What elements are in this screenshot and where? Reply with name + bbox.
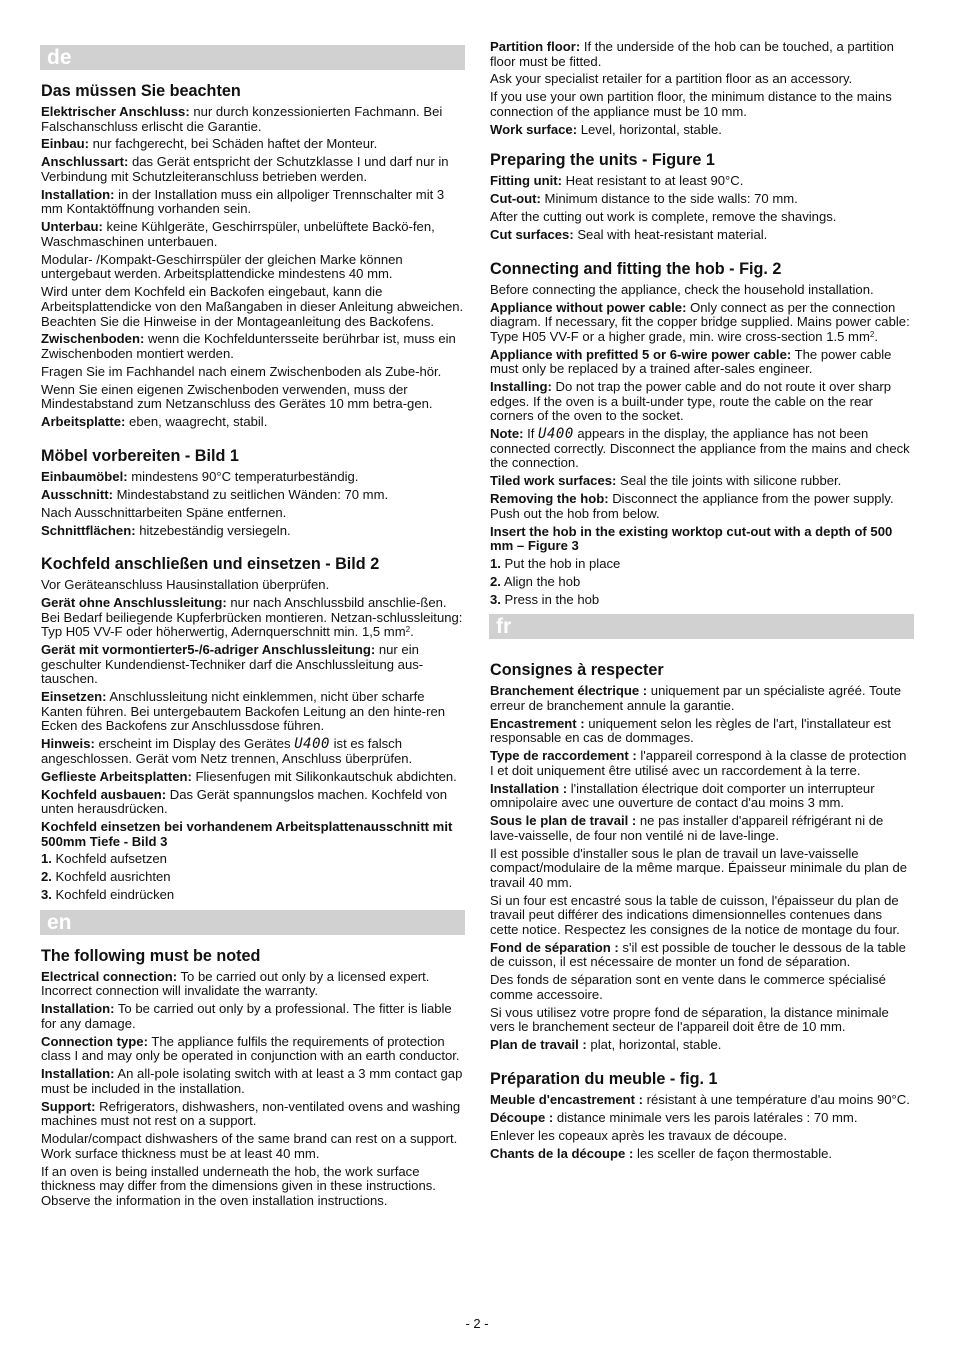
paragraph: Before connecting the appliance, check the household installation. (490, 281, 874, 297)
paragraph (41, 970, 464, 999)
paragraph (490, 348, 913, 377)
paragraph (41, 188, 464, 217)
paragraph-text: Heat resistant to at least 90°C. (561, 173, 744, 189)
paragraph (41, 737, 464, 766)
paragraph: Enlever les copeaux après les travaux de découpe. (490, 1127, 787, 1143)
paragraph (490, 427, 913, 471)
step-item (490, 575, 913, 590)
step-item (490, 557, 913, 572)
paragraph-text: plat, horizontal, stable. (586, 1037, 722, 1053)
term-label: Gerät mit vormontierter5-/6-adriger Anschlussleitung: (41, 642, 376, 658)
step-number: 3. (41, 887, 52, 903)
paragraph (41, 155, 464, 184)
step-item (41, 852, 464, 867)
paragraph-text: in der Installation muss ein allpoliger Trennschalter mit 3 mm Kontaktöffnung vorhanden sein. (41, 186, 445, 217)
step-text: Kochfeld eindrücken (51, 887, 175, 903)
paragraph (490, 1038, 913, 1053)
paragraph-text: distance minimale vers les parois latérales : 70 mm. (553, 1109, 858, 1125)
paragraph-text: Disconnect the appliance from the power supply. Push out the hob from below. (490, 491, 894, 521)
paragraph-text: eben, waagrecht, stabil. (125, 414, 268, 430)
right-column (490, 40, 913, 1164)
page-number: - 2 - (465, 1316, 489, 1331)
paragraph-text: ist es falsch angeschlossen. Gerät vom Netz trennen, Anschluss überprüfen. (41, 736, 413, 766)
paragraph (41, 105, 464, 134)
paragraph (490, 749, 913, 778)
term-label: Removing the hob: (490, 491, 609, 507)
paragraph: Si un four est encastré sous la table de cuisson, l'épaisseur du plan de travail peut différer des indications dimensionnelles contenues dans cette notice. Respectez les consignes de la notice de montage du four. (490, 892, 900, 937)
paragraph (41, 1035, 464, 1064)
term-label: Cut-out: (490, 191, 541, 207)
paragraph (490, 1147, 913, 1162)
paragraph-text: If the underside of the hob can be touched, a partition floor must be fitted. (490, 39, 894, 69)
paragraph: After the cutting out work is complete, remove the shavings. (490, 209, 837, 225)
bold-subheading: Insert the hob in the existing worktop cut-out with a depth of 500 mm – Figure 3 (490, 523, 893, 554)
paragraph: Modular/compact dishwashers of the same brand can rest on a support. Work surface thickness must be at least 40 mm. (41, 1131, 458, 1161)
left-column (41, 40, 464, 1212)
paragraph-text: nur ein geschulter Kundendienst-Techniker darf die Anschlussleitung aus-tauschen. (41, 642, 424, 687)
paragraph-text: . (410, 624, 414, 640)
paragraph-text: The power cable must only be replaced by a trained after-sales engineer. (490, 346, 892, 377)
paragraph (490, 174, 913, 189)
term-label: Electrical connection: (41, 968, 178, 984)
paragraph-text: nur durch konzessionierten Fachmann. Bei Falschanschluss erlischt die Garantie. (41, 104, 443, 134)
paragraph: Il est possible d'installer sous le plan de travail un lave-vaisselle compact/modulaire de la même marque. Épaisseur minimale du plan de travail 40 mm. (490, 845, 908, 890)
paragraph (41, 788, 464, 817)
paragraph-text: To be carried out only by a licensed expert. Incorrect connection will invalidate the warranty. (41, 968, 430, 999)
term-label: Encastrement : (490, 715, 585, 731)
paragraph (41, 137, 464, 152)
term-label: Installation: (41, 1066, 115, 1082)
term-label: Fond de séparation : (490, 939, 619, 955)
paragraph (490, 1111, 913, 1126)
term-label: Kochfeld ausbauen: (41, 786, 167, 802)
paragraph: If you use your own partition floor, the minimum distance to the mains connection of the appliance must be 10 mm. (490, 89, 892, 119)
paragraph (41, 488, 464, 503)
section-heading: Kochfeld anschließen und einsetzen - Bild 2 (41, 555, 380, 574)
paragraph-text: An all-pole isolating switch with at least a 3 mm contact gap must be included in the installation. (41, 1066, 463, 1096)
term-label: Arbeitsplatte: (41, 414, 126, 430)
paragraph (490, 941, 913, 970)
step-item (41, 870, 464, 885)
paragraph-text: . (874, 328, 878, 344)
step-text: Kochfeld ausrichten (51, 869, 171, 885)
section-heading: Möbel vorbereiten - Bild 1 (41, 446, 239, 465)
term-label: Tiled work surfaces: (490, 473, 617, 489)
paragraph-text: wenn die Kochfelduntersseite berührbar ist, muss ein Zwischenboden montiert werden. (41, 331, 456, 361)
language-bar-fr: fr (489, 614, 914, 639)
paragraph-text: The appliance fulfils the requirements of protection class I and may only be operated in conjunction with an earth conductor. (41, 1033, 460, 1064)
term-label: Installation: (41, 1001, 115, 1017)
section-heading: Connecting and fitting the hob - Fig. 2 (490, 259, 782, 278)
paragraph-text: nur nach Anschlussbild anschlie-ßen. Bei Bedarf beiliegende Kupferbrücken montieren. Netzan-schlussleitung: Typ H05 VV-F oder höherwertig, Adernquerschnitt min. 1,5 mm (41, 595, 463, 640)
paragraph-text: uniquement selon les règles de l'art, l'installateur est responsable en cas de dommages. (490, 715, 891, 746)
step-number: 1. (490, 555, 501, 571)
step-text: Align the hob (500, 573, 581, 589)
paragraph (41, 524, 464, 539)
paragraph-text: Level, horizontal, stable. (577, 121, 722, 137)
paragraph: Wenn Sie einen eigenen Zwischenboden verwenden, muss der Mindestabstand zum Netzanschluss des Gerätes 10 mm betra-gen. (41, 381, 433, 412)
term-label: Zwischenboden: (41, 331, 145, 347)
paragraph-text: Seal the tile joints with silicone rubber. (616, 473, 842, 489)
step-number: 1. (41, 851, 52, 867)
paragraph (490, 492, 913, 521)
term-label: Support: (41, 1098, 96, 1114)
paragraph (41, 596, 464, 640)
term-label: Installation : (490, 780, 568, 796)
term-label: Geflieste Arbeitsplatten: (41, 768, 192, 784)
display-code: U400 (294, 736, 330, 753)
term-label: Einsetzen: (41, 689, 107, 705)
paragraph-text: erscheint im Display des Gerätes (94, 736, 295, 752)
paragraph: Si vous utilisez votre propre fond de séparation, la distance minimale vers le branchement secteur de l'appareil doit être de 10 mm. (490, 1004, 889, 1035)
paragraph (490, 474, 913, 489)
term-label: Elektrischer Anschluss: (41, 104, 190, 119)
paragraph: Fragen Sie im Fachhandel nach einem Zwischenboden als Zube-hör. (41, 363, 442, 379)
paragraph-text: l'installation électrique doit comporter un interrupteur omnipolaire avec une ouverture de contact d'au moins 3 mm. (490, 780, 875, 811)
paragraph (490, 301, 913, 345)
paragraph-text: Fliesenfugen mit Silikonkautschuk abdichten. (191, 768, 457, 784)
term-label: Connection type: (41, 1033, 148, 1049)
term-label: Unterbau: (41, 219, 103, 235)
paragraph (490, 684, 913, 713)
step-number: 2. (41, 869, 52, 885)
paragraph (41, 415, 464, 430)
paragraph-text: ne pas installer d'appareil réfrigérant ni de lave-vaisselle, de four non ventilé ni de lave-linge. (490, 813, 884, 843)
term-label: Type de raccordement : (490, 748, 637, 764)
bold-subheading: Kochfeld einsetzen bei vorhandenem Arbeitsplattenausschnitt mit 500mm Tiefe - Bild 3 (41, 819, 453, 849)
paragraph-text: Das Gerät spannungslos machen. Kochfeld von unten herausdrücken. (41, 786, 448, 817)
paragraph-text: hitzebeständig versiegeln. (135, 522, 291, 538)
term-label: Appliance with prefitted 5 or 6-wire power cable: (490, 346, 792, 362)
paragraph: Des fonds de séparation sont en vente dans le commerce spécialisé comme accessoire. (490, 972, 886, 1002)
paragraph: Ask your specialist retailer for a partition floor as an accessory. (490, 71, 853, 87)
paragraph (490, 814, 913, 843)
term-label: Partition floor: (490, 39, 581, 54)
paragraph (41, 643, 464, 687)
term-label: Einbaumöbel: (41, 468, 128, 484)
paragraph-text: Do not trap the power cable and do not route it over sharp edges. If the oven is a built-under type, route the cable on the rear corners of the oven to the socket. (490, 379, 892, 424)
paragraph: Modular- /Kompakt-Geschirrspüler der gleichen Marke können untergebaut werden. Arbeitsplattendicke mindestens 40 mm. (41, 251, 403, 282)
paragraph-text: Minimum distance to the side walls: 70 mm. (540, 191, 798, 207)
superscript: 2 (869, 329, 875, 339)
paragraph (490, 380, 913, 424)
paragraph-text: nur fachgerecht, bei Schäden haftet der Monteur. (89, 136, 378, 152)
display-code: U400 (538, 426, 574, 443)
term-label: Hinweis: (41, 736, 95, 752)
step-text: Press in the hob (500, 591, 600, 607)
paragraph (41, 470, 464, 485)
language-bar-de: de (40, 45, 465, 70)
term-label: Meuble d'encastrement : (490, 1091, 644, 1107)
paragraph (490, 123, 913, 138)
paragraph (41, 220, 464, 249)
paragraph (41, 690, 464, 734)
paragraph: Nach Ausschnittarbeiten Späne entfernen. (41, 504, 287, 520)
paragraph: Vor Geräteanschluss Hausinstallation überprüfen. (41, 577, 330, 593)
language-bar-en: en (40, 910, 465, 935)
step-item (490, 593, 913, 608)
paragraph (41, 1100, 464, 1129)
term-label: Plan de travail : (490, 1037, 587, 1053)
paragraph-text: To be carried out only by a professional. The fitter is liable for any damage. (41, 1001, 452, 1031)
paragraph (41, 1002, 464, 1031)
term-label: Installation: (41, 186, 115, 202)
term-label: Chants de la découpe : (490, 1145, 634, 1161)
section-heading: The following must be noted (41, 946, 261, 965)
term-label: Branchement électrique : (490, 683, 648, 699)
term-label: Work surface: (490, 121, 578, 137)
paragraph-text: Refrigerators, dishwashers, non-ventilated ovens and washing machines must not rest on a support. (41, 1098, 461, 1129)
paragraph-text: appears in the display, the appliance has not been connected correctly. Disconnect the appliance from the mains and check the connection. (490, 426, 910, 471)
paragraph-text: les sceller de façon thermostable. (633, 1145, 833, 1161)
step-item (41, 888, 464, 903)
paragraph (490, 782, 913, 811)
paragraph-text: Seal with heat-resistant material. (573, 227, 768, 243)
step-text: Kochfeld aufsetzen (51, 851, 167, 867)
term-label: Découpe : (490, 1109, 554, 1125)
term-label: Einbau: (41, 136, 90, 152)
term-label: Fitting unit: (490, 173, 562, 189)
paragraph (490, 717, 913, 746)
paragraph-text: l'appareil correspond à la classe de protection I et doit uniquement être utilisé avec un raccordement à la terre. (490, 748, 907, 778)
paragraph: If an oven is being installed underneath the hob, the work surface thickness may differ from the dimensions given in these instructions. Observe the information in the oven installation instructions. (41, 1163, 436, 1208)
section-heading: Préparation du meuble - fig. 1 (490, 1069, 718, 1088)
term-label: Installing: (490, 379, 552, 395)
paragraph (490, 192, 913, 207)
term-label: Ausschnitt: (41, 486, 114, 502)
paragraph-text: mindestens 90°C temperaturbeständig. (127, 468, 359, 484)
term-label: Appliance without power cable: (490, 299, 687, 315)
step-text: Put the hob in place (500, 555, 621, 571)
paragraph-text: uniquement par un spécialiste agréé. Toute erreur de branchement annule la garantie. (490, 683, 901, 713)
paragraph (490, 40, 913, 69)
term-label: Sous le plan de travail : (490, 813, 637, 829)
paragraph-text: Only connect as per the connection diagram. If necessary, fit the copper bridge supplied. Mains power cable: Type H05 VV-F or a higher grade, min. wire cross-section 1.5 mm (490, 299, 910, 344)
step-number: 2. (490, 573, 501, 589)
section-heading: Consignes à respecter (490, 661, 664, 680)
paragraph (490, 228, 913, 243)
section-heading: Das müssen Sie beachten (41, 82, 241, 100)
paragraph (41, 770, 464, 785)
paragraph (41, 1067, 464, 1096)
paragraph-text: If (523, 426, 539, 442)
term-label: Anschlussart: (41, 154, 129, 170)
step-number: 3. (490, 591, 501, 607)
paragraph-text: résistant à une température d'au moins 90°C. (643, 1091, 910, 1107)
paragraph-text: Anschlussleitung nicht einklemmen, nicht über scharfe Kanten führen. Bei untergebautem Backofen Leitung an den hinte-ren Ecken des Backofens zur Anschlussdose führen. (41, 689, 446, 734)
paragraph-text: Mindestabstand zu seitlichen Wänden: 70 mm. (113, 486, 389, 502)
term-label: Note: (490, 426, 524, 442)
paragraph (490, 1093, 913, 1108)
paragraph-text: das Gerät entspricht der Schutzklasse I und darf nur in Verbindung mit Schutzleiteranschluss betrieben werden. (41, 154, 449, 184)
term-label: Gerät ohne Anschlussleitung: (41, 595, 227, 610)
term-label: Schnittflächen: (41, 522, 136, 538)
superscript: 2 (405, 625, 411, 635)
term-label: Cut surfaces: (490, 227, 574, 243)
paragraph-text: s'il est possible de toucher le dessous de la table de cuisson, il est nécessaire de monter un fond de séparation. (490, 939, 906, 970)
section-heading: Preparing the units - Figure 1 (490, 151, 715, 170)
paragraph-text: keine Kühlgeräte, Geschirrspüler, unbelüftete Backö-fen, Waschmaschinen unterbauen. (41, 219, 435, 249)
paragraph (41, 332, 464, 361)
paragraph: Wird unter dem Kochfeld ein Backofen eingebaut, kann die Arbeitsplattendicke von den Maßangaben in dieser Anleitung abweichen. Beachten Sie die Hinweise in der Montageanleitung des Backofens. (41, 284, 464, 329)
